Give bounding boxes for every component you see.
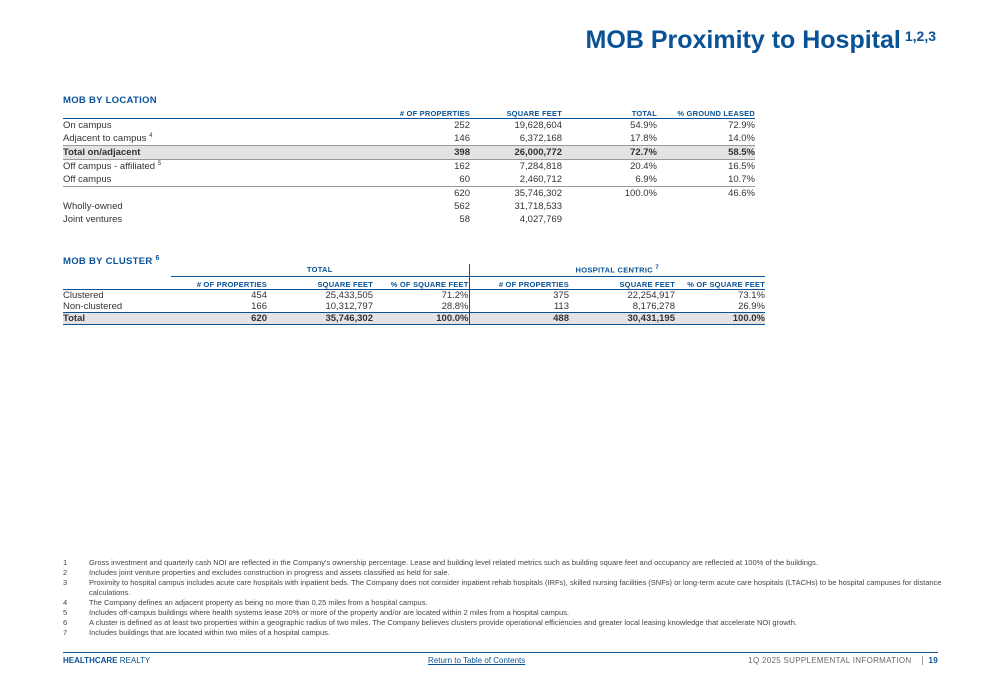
cluster-header-row bbox=[63, 276, 765, 289]
supplemental-info: 1Q 2025 SUPPLEMENTAL INFORMATION 19 bbox=[748, 656, 938, 665]
header-properties: # OF PROPERTIES bbox=[196, 279, 267, 289]
header-ground-leased: % GROUND LEASED bbox=[677, 109, 755, 118]
footnote: 2 Includes joint venture properties and excludes construction in progress and assets classified as held for sale. bbox=[63, 568, 450, 577]
footnote: 3 Proximity to hospital campus includes acute care hospitals with inpatient beds. The Company does not consider inpatient rehab hospitals (IRFs), skilled nursing facilities (SNFs) or long-term acute care hospitals (LTACHs) to be hospital campuses for distance calculations. bbox=[63, 578, 942, 597]
location-header-row bbox=[63, 106, 755, 119]
title-footnote-ref: 1,2,3 bbox=[904, 28, 936, 44]
location-section-heading: MOB BY LOCATION bbox=[63, 95, 157, 106]
brand-name: HEALTHCARE REALTY bbox=[63, 656, 151, 665]
table-row-grand-total: 620 35,746,302 100.0% 46.6% bbox=[63, 187, 755, 201]
table-row: Non-clustered 166 10,312,797 28.8% 113 8,176,278 26.9% bbox=[63, 300, 765, 312]
return-to-toc-link[interactable]: Return to Table of Contents bbox=[428, 656, 526, 665]
header-square-feet: SQUARE FEET bbox=[506, 109, 562, 118]
footnotes bbox=[63, 558, 943, 638]
table-row-total: Total 620 35,746,302 100.0% 488 30,431,195 100.0% bbox=[63, 312, 765, 324]
table-row: Clustered 454 25,433,505 71.2% 375 22,254,917 73.1% bbox=[63, 289, 765, 301]
cluster-section-heading: MOB BY CLUSTER $^6$ bbox=[63, 255, 160, 268]
header-total: TOTAL bbox=[631, 109, 657, 118]
footnote-ref: 6 bbox=[155, 255, 160, 262]
footer-divider bbox=[63, 652, 938, 653]
table-row: Joint ventures 58 4,027,769 bbox=[63, 214, 562, 225]
header-properties: # OF PROPERTIES bbox=[399, 109, 470, 118]
table-row: Off campus 60 2,460,712 6.9% 10.7% bbox=[63, 174, 755, 185]
header-hc-pct-square-feet: % OF SQUARE FEET bbox=[687, 279, 765, 289]
footnote-ref: 4 bbox=[149, 132, 153, 139]
footnote: 5 Includes off-campus buildings where health systems lease 20% or more of the property and/or are located within 2 miles from a hospital campus. bbox=[63, 608, 570, 617]
header-hc-square-feet: SQUARE FEET bbox=[619, 279, 675, 289]
cluster-group-row bbox=[63, 264, 765, 276]
header-pct-square-feet: % OF SQUARE FEET bbox=[373, 276, 469, 289]
table-row: Off campus - affiliated $^5$ 162 7,284,818 20.4% 16.5% bbox=[63, 160, 755, 173]
group-total: TOTAL bbox=[171, 264, 469, 276]
table-row: Adjacent to campus $^4$ 146 6,372,168 17.8% 14.0% bbox=[63, 132, 755, 145]
footnote: 6 A cluster is defined as at least two properties within a geographic radius of two miles. The Company believes clusters provide operational efficiencies and greater local leasing knowledge that accelerate NOI growth. bbox=[63, 618, 798, 627]
cluster-table bbox=[63, 264, 765, 325]
table-row-total-on-adjacent: Total on/adjacent 398 26,000,772 72.7% 58.5% bbox=[63, 147, 755, 158]
header-square-feet: SQUARE FEET bbox=[317, 279, 373, 289]
location-table bbox=[63, 106, 755, 226]
footnote-ref: 7 bbox=[655, 265, 659, 271]
page-number: 19 bbox=[922, 656, 939, 665]
group-hospital-centric: HOSPITAL CENTRIC $^7$ bbox=[469, 264, 765, 276]
table-row: Wholly-owned 562 31,718,533 bbox=[63, 201, 562, 212]
footnote: 4 The Company defines an adjacent property as being no more than 0.25 miles from a hospital campus. bbox=[63, 598, 428, 607]
table-row: On campus 252 19,628,604 54.9% 72.9% bbox=[63, 120, 755, 131]
page-title: MOB Proximity to Hospital $^{1,2,3}$ bbox=[585, 26, 936, 54]
footnote: 1 Gross investment and quarterly cash NOI are reflected in the Company's ownership percentage. Lease and building level related metrics such as building square feet and occupancy are reflected at 100% of the buildings. bbox=[63, 558, 818, 567]
header-hc-properties: # OF PROPERTIES bbox=[498, 279, 569, 289]
footnote: 7 Includes buildings that are located within two miles of a hospital campus. bbox=[63, 628, 330, 637]
footnote-ref: 5 bbox=[157, 160, 162, 167]
